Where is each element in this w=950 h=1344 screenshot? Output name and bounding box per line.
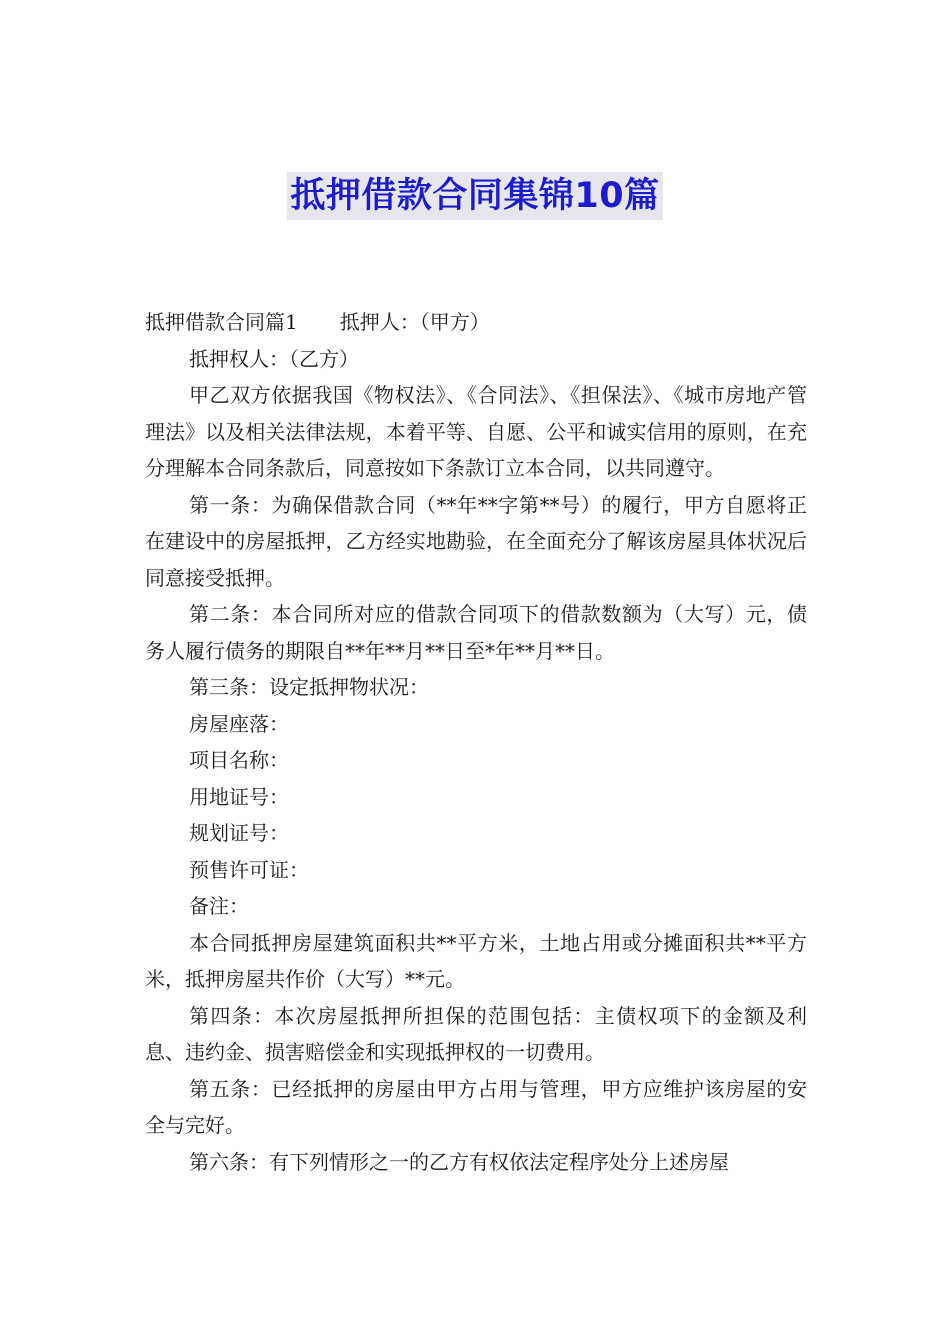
article-4: 第四条：本次房屋抵押所担保的范围包括：主债权项下的金额及利息、违约金、损害赔偿金和实现抵押权的一切费用。 [145, 1003, 807, 1064]
document-body [145, 304, 807, 1180]
field-remarks: 备注： [189, 894, 249, 918]
mortgagee-line: 抵押权人：（乙方） [189, 346, 359, 371]
field-project-name: 项目名称： [189, 748, 289, 772]
field-land-cert: 用地证号： [189, 784, 289, 809]
article-1: 第一条：为确保借款合同（**年**字第**号）的履行，甲方自愿将正在建设中的房屋抵押，乙方经实地勘验，在全面充分了解该房屋具体状况后同意接受抵押。 [145, 492, 807, 590]
paragraph-area: 本合同抵押房屋建筑面积共**平方米，土地占用或分摊面积共**平方米，抵押房屋共作价（大写）**元。 [145, 930, 807, 991]
article-6: 第六条：有下列情形之一的乙方有权依法定程序处分上述房屋 [189, 1149, 729, 1174]
field-planning-cert: 规划证号： [189, 821, 289, 845]
heading-line [145, 304, 807, 341]
paragraph: 甲乙双方依据我国《物权法》、《合同法》、《担保法》、《城市房地产管理法》以及相关法律法规，本着平等、自愿、公平和诚实信用的原则，在充分理解本合同条款后，同意按如下条款订立本合同，以共同遵守。 [145, 383, 807, 480]
heading-label: 抵押借款合同篇1 [145, 310, 298, 334]
article-3: 第三条：设定抵押物状况： [189, 675, 429, 699]
document-title: 抵押借款合同集锦10篇 [287, 172, 662, 220]
article-2: 第二条：本合同所对应的借款合同项下的借款数额为（大写）元，债务人履行债务的期限自**年**月**日至*年**月**日。 [145, 602, 807, 663]
title-block [0, 172, 950, 220]
article-5: 第五条：已经抵押的房屋由甲方占用与管理，甲方应维护该房屋的安全与完好。 [145, 1076, 807, 1137]
field-location: 房屋座落： [189, 711, 289, 736]
field-presale-permit: 预售许可证： [189, 857, 309, 882]
mortgagor-line: 抵押人：（甲方） [339, 310, 490, 334]
